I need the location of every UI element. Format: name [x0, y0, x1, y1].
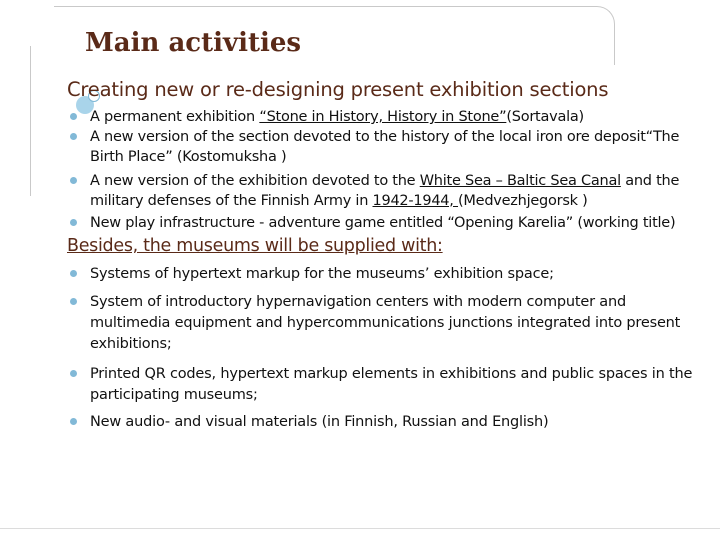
item-text: Systems of hypertext markup for the museums’ exhibition space;: [90, 266, 554, 282]
section-heading: Creating new or re-designing present exhibition sections: [67, 78, 609, 101]
slide-frame-bottom: [0, 528, 720, 529]
item-underlined-text: 1942-1944,: [372, 193, 459, 209]
bullet-icon: [70, 133, 77, 140]
item-text: New play infrastructure - adventure game entitled “Opening Karelia” (working title): [90, 215, 676, 231]
item-underlined-text: White Sea – Baltic Sea Canal: [419, 173, 621, 189]
item-text: (Sortavala): [506, 109, 584, 125]
list-item: [90, 364, 710, 406]
list-item: [90, 127, 715, 167]
item-text: (Medvezhjegorsk ): [458, 193, 588, 209]
bullet-icon: [70, 270, 77, 277]
bullet-icon: [70, 418, 77, 425]
item-text: A new version of the exhibition devoted to the: [90, 173, 420, 189]
item-underlined-text: “Stone in History, History in Stone”: [259, 109, 507, 125]
bullet-icon: [70, 113, 77, 120]
list-item: [90, 107, 715, 127]
item-text: New audio- and visual materials (in Finnish, Russian and English): [90, 414, 549, 430]
list-item: [90, 264, 710, 285]
bullet-icon: [70, 298, 77, 305]
item-text: A permanent exhibition: [90, 109, 260, 125]
list-item: [90, 412, 710, 433]
slide-title: Main activities: [85, 28, 302, 58]
item-text: A new version of the section devoted to the history of the local iron ore deposit“The Birth Place” (Kostomuksha ): [90, 129, 680, 165]
list-item: [90, 171, 715, 211]
subsection-heading: Besides, the museums will be supplied with:: [67, 236, 443, 256]
item-text: and the military defenses of the Finnish Army in: [90, 173, 680, 209]
bullet-icon: [70, 177, 77, 184]
item-text: Printed QR codes, hypertext markup elements in exhibitions and public spaces in the participating museums;: [90, 366, 693, 403]
bullet-icon: [70, 219, 77, 226]
slide-frame-left: [30, 46, 53, 196]
bullet-icon: [70, 370, 77, 377]
list-item: [90, 292, 710, 355]
item-text: System of introductory hypernavigation centers with modern computer and multimedia equipment and hypercommunications junctions integrated into present exhibitions;: [90, 294, 681, 352]
list-item: [90, 213, 715, 233]
